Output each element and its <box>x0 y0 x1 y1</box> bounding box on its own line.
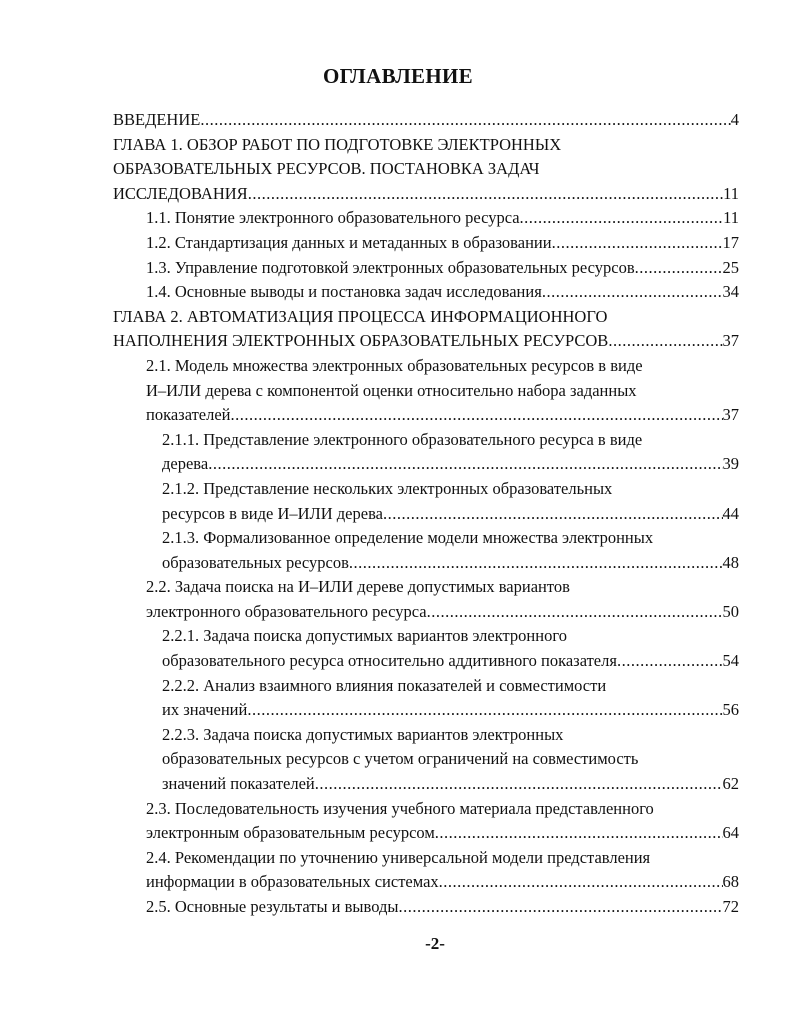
toc-page-number: 68 <box>722 872 739 892</box>
toc-entry-text: 2.5. Основные результаты и выводы <box>146 897 399 916</box>
toc-page-number: 25 <box>722 257 739 277</box>
toc-entry[interactable] <box>113 526 739 575</box>
toc-entry-text: образовательных ресурсов с учетом ограничений на совместимость <box>162 749 639 769</box>
toc-entry-line <box>113 747 739 772</box>
toc-entry-text: 2.1. Модель множества электронных образовательных ресурсов в виде <box>146 355 643 375</box>
toc-entry-line <box>113 403 739 428</box>
toc-entry[interactable] <box>113 354 739 428</box>
toc-entry[interactable] <box>113 846 739 895</box>
toc-entry-text: 2.4. Рекомендации по уточнению универсальной модели представления <box>146 847 651 867</box>
toc-entry-line <box>113 428 739 453</box>
toc-page-number: 37 <box>722 405 739 425</box>
toc-entry-text: 2.1.1. Представление электронного образовательного ресурса в виде <box>162 429 643 449</box>
dot-leader <box>383 502 723 527</box>
toc-page-number: 4 <box>730 110 739 129</box>
toc-entry-line <box>113 477 739 502</box>
toc-page-number: 17 <box>722 232 739 252</box>
toc-entry-line <box>113 624 739 649</box>
toc-entry[interactable] <box>113 428 739 477</box>
toc-entry-line <box>113 575 739 600</box>
toc-page-number: 72 <box>722 897 739 916</box>
toc-entry-line <box>113 182 739 207</box>
toc-entry-text: 1.3. Управление подготовкой электронных образовательных ресурсов <box>146 257 635 277</box>
toc-page-number: 34 <box>722 282 739 302</box>
toc-entry-text: ОБРАЗОВАТЕЛЬНЫХ РЕСУРСОВ. ПОСТАНОВКА ЗАДАЧ <box>113 159 540 179</box>
toc-entry-line <box>113 452 739 477</box>
toc-entry-text: информации в образовательных системах <box>146 872 439 892</box>
dot-leader <box>427 600 723 625</box>
dot-leader <box>208 452 722 477</box>
toc-entry-line <box>113 649 739 674</box>
toc-entry-line <box>113 723 739 748</box>
toc-entry-line <box>113 354 739 379</box>
table-of-contents <box>113 108 739 920</box>
toc-entry-text: значений показателей <box>162 774 315 794</box>
toc-page-number: 50 <box>722 601 739 621</box>
toc-entry-line <box>113 600 739 625</box>
dot-leader <box>247 698 722 723</box>
toc-entry-text: И–ИЛИ дерева с компонентой оценки относительно набора заданных <box>146 380 637 400</box>
toc-entry-text: электронным образовательным ресурсом <box>146 823 435 843</box>
toc-entry-text: ВВЕДЕНИЕ <box>113 110 201 129</box>
toc-entry-text: электронного образовательного ресурса <box>146 601 427 621</box>
toc-entry[interactable] <box>113 280 739 305</box>
toc-entry-text: образовательных ресурсов <box>162 552 349 572</box>
toc-entry[interactable] <box>113 477 739 526</box>
toc-page-number: 11 <box>723 208 739 228</box>
toc-page-number: 56 <box>722 700 739 720</box>
dot-leader <box>200 108 730 133</box>
dot-leader <box>248 182 723 207</box>
toc-entry-line <box>113 502 739 527</box>
toc-entry-text: 2.2.2. Анализ взаимного влияния показателей и совместимости <box>162 675 607 695</box>
toc-entry[interactable] <box>113 108 739 133</box>
toc-page-number: 64 <box>722 823 739 843</box>
toc-entry-line <box>113 379 739 404</box>
toc-page-number: 11 <box>723 183 739 203</box>
toc-page-number: 48 <box>722 552 739 572</box>
toc-entry-text: ГЛАВА 1. ОБЗОР РАБОТ ПО ПОДГОТОВКЕ ЭЛЕКТРОННЫХ <box>113 134 562 154</box>
dot-leader <box>520 206 724 231</box>
dot-leader <box>617 649 723 674</box>
toc-entry[interactable] <box>113 895 739 920</box>
toc-entry[interactable] <box>113 133 739 207</box>
toc-entry-line <box>113 305 739 330</box>
toc-page-number: 44 <box>722 503 739 523</box>
page-number: -2- <box>425 934 445 953</box>
toc-entry-text: 2.1.3. Формализованное определение модели множества электронных <box>162 528 654 548</box>
toc-entry-line <box>113 206 739 231</box>
dot-leader <box>349 551 723 576</box>
dot-leader <box>398 895 722 920</box>
toc-entry[interactable] <box>113 575 739 624</box>
toc-entry-line <box>113 772 739 797</box>
toc-entry[interactable] <box>113 674 739 723</box>
toc-entry-text: их значений <box>162 700 248 720</box>
toc-entry[interactable] <box>113 624 739 673</box>
toc-entry[interactable] <box>113 231 739 256</box>
toc-entry-text: ГЛАВА 2. АВТОМАТИЗАЦИЯ ПРОЦЕССА ИНФОРМАЦИОННОГО <box>113 306 608 326</box>
toc-entry-text: 2.1.2. Представление нескольких электронных образовательных <box>162 478 613 498</box>
toc-entry-line <box>113 231 739 256</box>
toc-entry-text: 2.2.1. Задача поиска допустимых вариантов электронного <box>162 626 567 646</box>
dot-leader <box>608 329 722 354</box>
toc-heading: ОГЛАВЛЕНИЕ <box>323 64 473 88</box>
dot-leader <box>435 821 723 846</box>
toc-entry-text: 2.3. Последовательность изучения учебного материала представленного <box>146 798 654 818</box>
toc-entry[interactable] <box>113 723 739 797</box>
dot-leader <box>315 772 723 797</box>
toc-entry-line <box>113 698 739 723</box>
toc-entry-text: ресурсов в виде И–ИЛИ дерева <box>162 503 383 523</box>
toc-entry-text: 2.2.3. Задача поиска допустимых вариантов электронных <box>162 724 564 744</box>
toc-entry-text: образовательного ресурса относительно аддитивного показателя <box>162 651 617 671</box>
toc-page-number: 54 <box>722 651 739 671</box>
dot-leader <box>231 403 723 428</box>
toc-entry-line <box>113 797 739 822</box>
toc-entry[interactable] <box>113 797 739 846</box>
toc-entry-text: НАПОЛНЕНИЯ ЭЛЕКТРОННЫХ ОБРАЗОВАТЕЛЬНЫХ РЕСУРСОВ <box>113 331 609 351</box>
toc-entry-line <box>113 133 739 158</box>
toc-entry-text: 1.1. Понятие электронного образовательного ресурса <box>146 208 520 228</box>
toc-entry-line <box>113 674 739 699</box>
toc-entry-text: 2.2. Задача поиска на И–ИЛИ дереве допустимых вариантов <box>146 577 570 597</box>
toc-entry-line <box>113 870 739 895</box>
toc-entry-line <box>113 280 739 305</box>
dot-leader <box>542 280 723 305</box>
toc-entry[interactable] <box>113 256 739 281</box>
toc-entry-line <box>113 256 739 281</box>
toc-entry-text: ИССЛЕДОВАНИЯ <box>113 183 248 203</box>
toc-entry[interactable] <box>113 305 739 354</box>
toc-entry-text: показателей <box>146 405 231 425</box>
toc-entry-line <box>113 821 739 846</box>
toc-entry-line <box>113 526 739 551</box>
toc-entry[interactable] <box>113 206 739 231</box>
dot-leader <box>439 870 723 895</box>
toc-page-number: 62 <box>722 774 739 794</box>
toc-entry-line <box>113 551 739 576</box>
toc-page-number: 37 <box>722 331 739 351</box>
toc-entry-text: 1.4. Основные выводы и постановка задач исследования <box>146 282 542 302</box>
toc-entry-line <box>113 108 739 133</box>
toc-entry-line <box>113 895 739 920</box>
toc-entry-line <box>113 329 739 354</box>
dot-leader <box>552 231 723 256</box>
toc-entry-text: дерева <box>162 454 209 474</box>
toc-entry-line <box>113 846 739 871</box>
dot-leader <box>635 256 723 281</box>
toc-page-number: 39 <box>722 454 739 474</box>
toc-entry-line <box>113 157 739 182</box>
toc-entry-text: 1.2. Стандартизация данных и метаданных в образовании <box>146 232 552 252</box>
